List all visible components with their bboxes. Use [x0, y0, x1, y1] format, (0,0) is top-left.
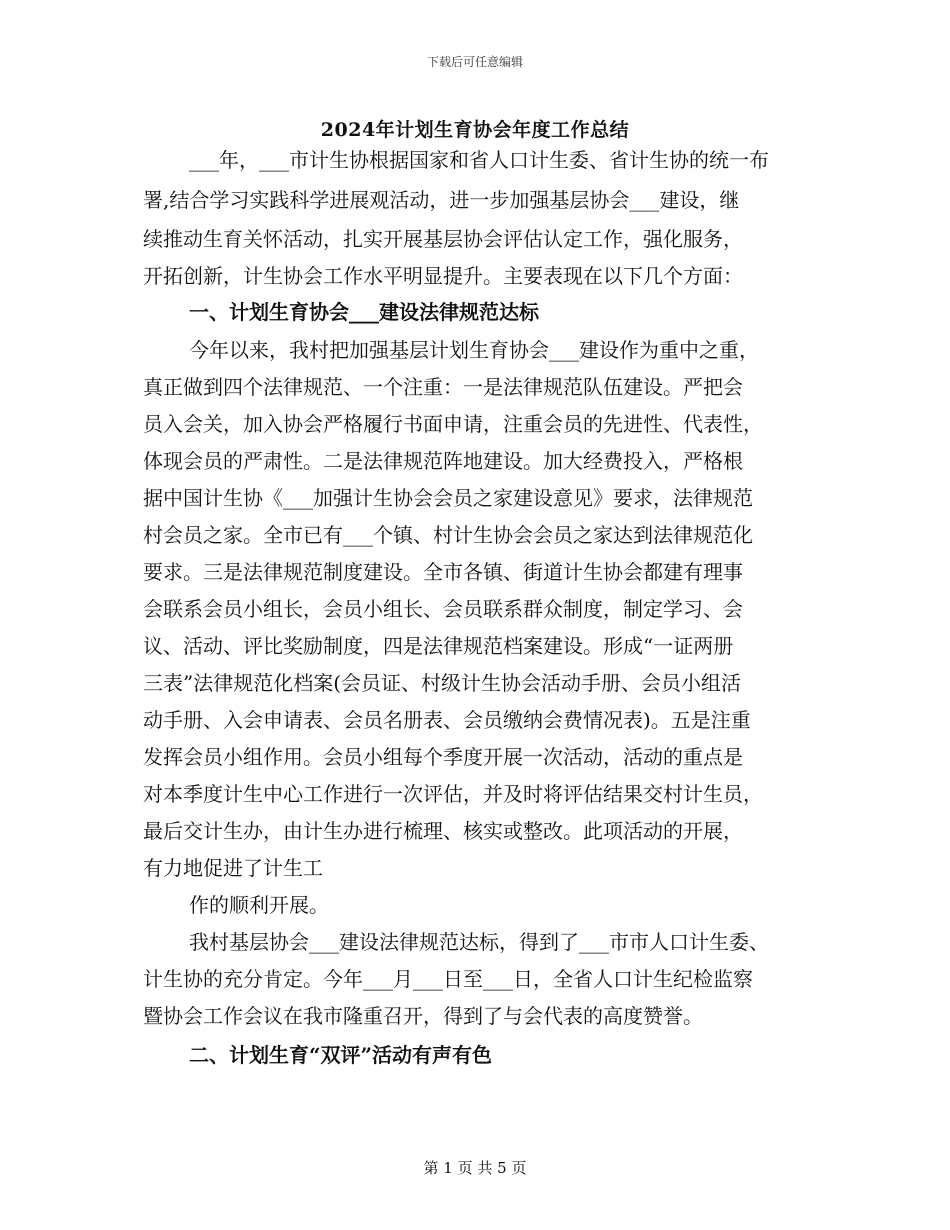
- section-heading: 一、计划生育协会___建设法律规范达标: [189, 300, 539, 324]
- paragraph-line: 开拓创新，计生协会工作水平明显提升。主要表现在以下几个方面：: [143, 264, 743, 288]
- paragraph-line: 三表”法律规范化档案(会员证、村级计生协会活动手册、会员小组活: [143, 671, 742, 695]
- paragraph-line: 今年以来，我村把加强基层计划生育协会___建设作为重中之重，: [189, 338, 759, 362]
- paragraph-line: 暨协会工作会议在我市隆重召开，得到了与会代表的高度赞誉。: [143, 1004, 703, 1028]
- paragraph-line: 对本季度计生中心工作进行一次评估，并及时将评估结果交村计生员，: [143, 782, 763, 806]
- section-heading: 二、计划生育“双评”活动有声有色: [189, 1043, 493, 1067]
- paragraph-line: 体现会员的严肃性。二是法律规范阵地建设。加大经费投入，严格根: [143, 449, 743, 473]
- paragraph-line: 真正做到四个法律规范、一个注重：一是法律规范队伍建设。严把会: [143, 375, 743, 399]
- paragraph-line: 署,结合学习实践科学进展观活动，进一步加强基层协会___建设，继: [143, 188, 740, 212]
- paragraph-line: 计生协的充分肯定。今年___月___日至___日，全省人口计生纪检监察: [143, 967, 753, 991]
- paragraph-line: 续推动生育关怀活动，扎实开展基层协会评估认定工作，强化服务，: [143, 227, 743, 251]
- paragraph-line: 发挥会员小组作用。会员小组每个季度开展一次活动，活动的重点是: [143, 745, 743, 769]
- paragraph-line: 动手册、入会申请表、会员名册表、会员缴纳会费情况表)。五是注重: [143, 708, 751, 732]
- page-number: 第 1 页 共 5 页: [423, 1159, 527, 1177]
- paragraph-line: 要求。三是法律规范制度建设。全市各镇、街道计生协会都建有理事: [143, 560, 743, 584]
- paragraph-line: 我村基层协会___建设法律规范达标，得到了___市市人口计生委、: [189, 930, 769, 954]
- paragraph-line: 据中国计生协《___加强计生协会会员之家建设意见》要求，法律规范: [143, 486, 753, 510]
- paragraph-line: 村会员之家。全市已有___个镇、村计生协会会员之家达到法律规范化: [143, 523, 753, 547]
- paragraph-line: ___年，___市计生协根据国家和省人口计生委、省计生协的统一布: [189, 148, 769, 172]
- paragraph-line: 有力地促进了计生工: [143, 856, 323, 880]
- paragraph-line: 最后交计生办，由计生办进行梳理、核实或整改。此项活动的开展，: [143, 819, 743, 843]
- document-title: 2024年计划生育协会年度工作总结: [320, 119, 630, 141]
- paragraph-line: 会联系会员小组长，会员小组长、会员联系群众制度，制定学习、会: [143, 597, 743, 621]
- paragraph-line: 员入会关，加入协会严格履行书面申请，注重会员的先进性、代表性，: [143, 412, 763, 436]
- paragraph-line: 议、活动、评比奖励制度，四是法律规范档案建设。形成“一证两册: [143, 634, 734, 658]
- header-note: 下载后可任意编辑: [426, 55, 523, 69]
- paragraph-line: 作的顺利开展。: [189, 893, 329, 917]
